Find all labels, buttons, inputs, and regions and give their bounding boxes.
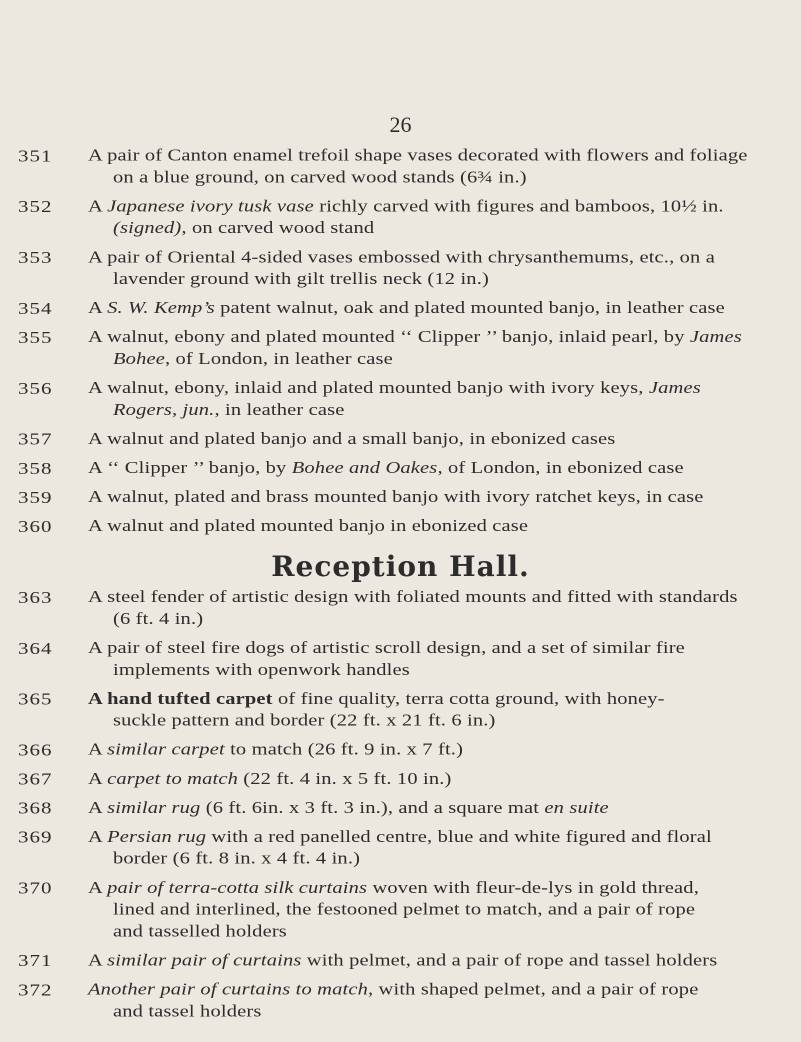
lot-description: A ‘‘ Clipper ’’ banjo, by Bohee and Oakes, of London, in ebonized case: [88, 459, 684, 478]
lot-number: 367: [18, 769, 53, 789]
lot-description: A walnut, ebony, inlaid and plated mounted banjo with ivory keys, James Rogers, jun., in leather case: [88, 379, 701, 419]
lot-description: A walnut, ebony and plated mounted ‘‘ Clipper ’’ banjo, inlaid pearl, by James Bohee, of London, in leather case: [88, 328, 742, 369]
lot-number: 369: [18, 827, 53, 847]
lot-description: A pair of terra-cotta silk curtains woven with fleur-de-lys in gold thread, lined and interlined, the festooned pelmet to match, and a pair of rope and tasselled holders: [88, 879, 699, 941]
lot-description: A pair of Canton enamel trefoil shape vases decorated with flowers and foliage on a blue ground, on carved wood stands (6¾ in.): [88, 146, 748, 187]
lot-number: 355: [18, 327, 53, 348]
lot-number: 360: [18, 516, 53, 536]
page-number: 26: [389, 112, 412, 137]
lot-description: A hand tufted carpet of fine quality, terra cotta ground, with honey- suckle pattern and border (22 ft. x 21 ft. 6 in.): [88, 690, 665, 730]
lot-description: A similar pair of curtains with pelmet, and a pair of rope and tassel holders: [88, 951, 718, 970]
lot-number: 372: [18, 979, 53, 1000]
lot-number: 364: [18, 638, 53, 658]
lot-description: A walnut and plated banjo and a small banjo, in ebonized cases: [88, 430, 616, 448]
section-heading: Reception Hall.: [271, 549, 530, 583]
lot-description: Another pair of curtains to match, with shaped pelmet, and a pair of rope and tassel holders: [88, 980, 699, 1021]
lot-description: A carpet to match (22 ft. 4 in. x 5 ft. 10 in.): [88, 770, 452, 788]
lot-number: 353: [18, 247, 53, 268]
lot-description: A pair of Oriental 4-sided vases embossed with chrysanthemums, etc., on a lavender ground with gilt trellis neck (12 in.): [88, 248, 715, 289]
lot-description: A similar carpet to match (26 ft. 9 in. x 7 ft.): [88, 740, 464, 759]
lot-number: 365: [18, 689, 53, 709]
lot-number: 358: [18, 458, 53, 478]
lot-description: A walnut and plated mounted banjo in ebonized case: [88, 517, 529, 536]
lot-number: 368: [18, 798, 53, 818]
lot-description: A walnut, plated and brass mounted banjo with ivory ratchet keys, in case: [88, 488, 704, 507]
lot-number: 366: [18, 740, 53, 760]
lot-description: A Persian rug with a red panelled centre, blue and white figured and floral border (6 ft. 8 in. x 4 ft. 4 in.): [88, 828, 712, 868]
lot-description: A similar rug (6 ft. 6in. x 3 ft. 3 in.), and a square mat en suite: [88, 799, 609, 817]
lot-number: 352: [18, 196, 53, 217]
lot-number: 357: [18, 429, 53, 449]
lot-number: 359: [18, 487, 53, 507]
lot-number: 370: [18, 878, 53, 898]
lot-number: 351: [18, 146, 53, 166]
lot-description: A Japanese ivory tusk vase richly carved with figures and bamboos, 10½ in. (signed), on carved wood stand: [88, 197, 724, 238]
lot-number: 356: [18, 378, 53, 398]
lot-number: 354: [18, 298, 53, 318]
lot-number: 371: [18, 950, 53, 971]
lot-description: A S. W. Kemp’s patent walnut, oak and plated mounted banjo, in leather case: [88, 299, 725, 318]
lot-description: A steel fender of artistic design with foliated mounts and fitted with standards (6 ft. 4 in.): [88, 588, 738, 628]
lot-description: A pair of steel fire dogs of artistic scroll design, and a set of similar fire implements with openwork handles: [88, 639, 685, 679]
lot-number: 363: [18, 587, 53, 607]
